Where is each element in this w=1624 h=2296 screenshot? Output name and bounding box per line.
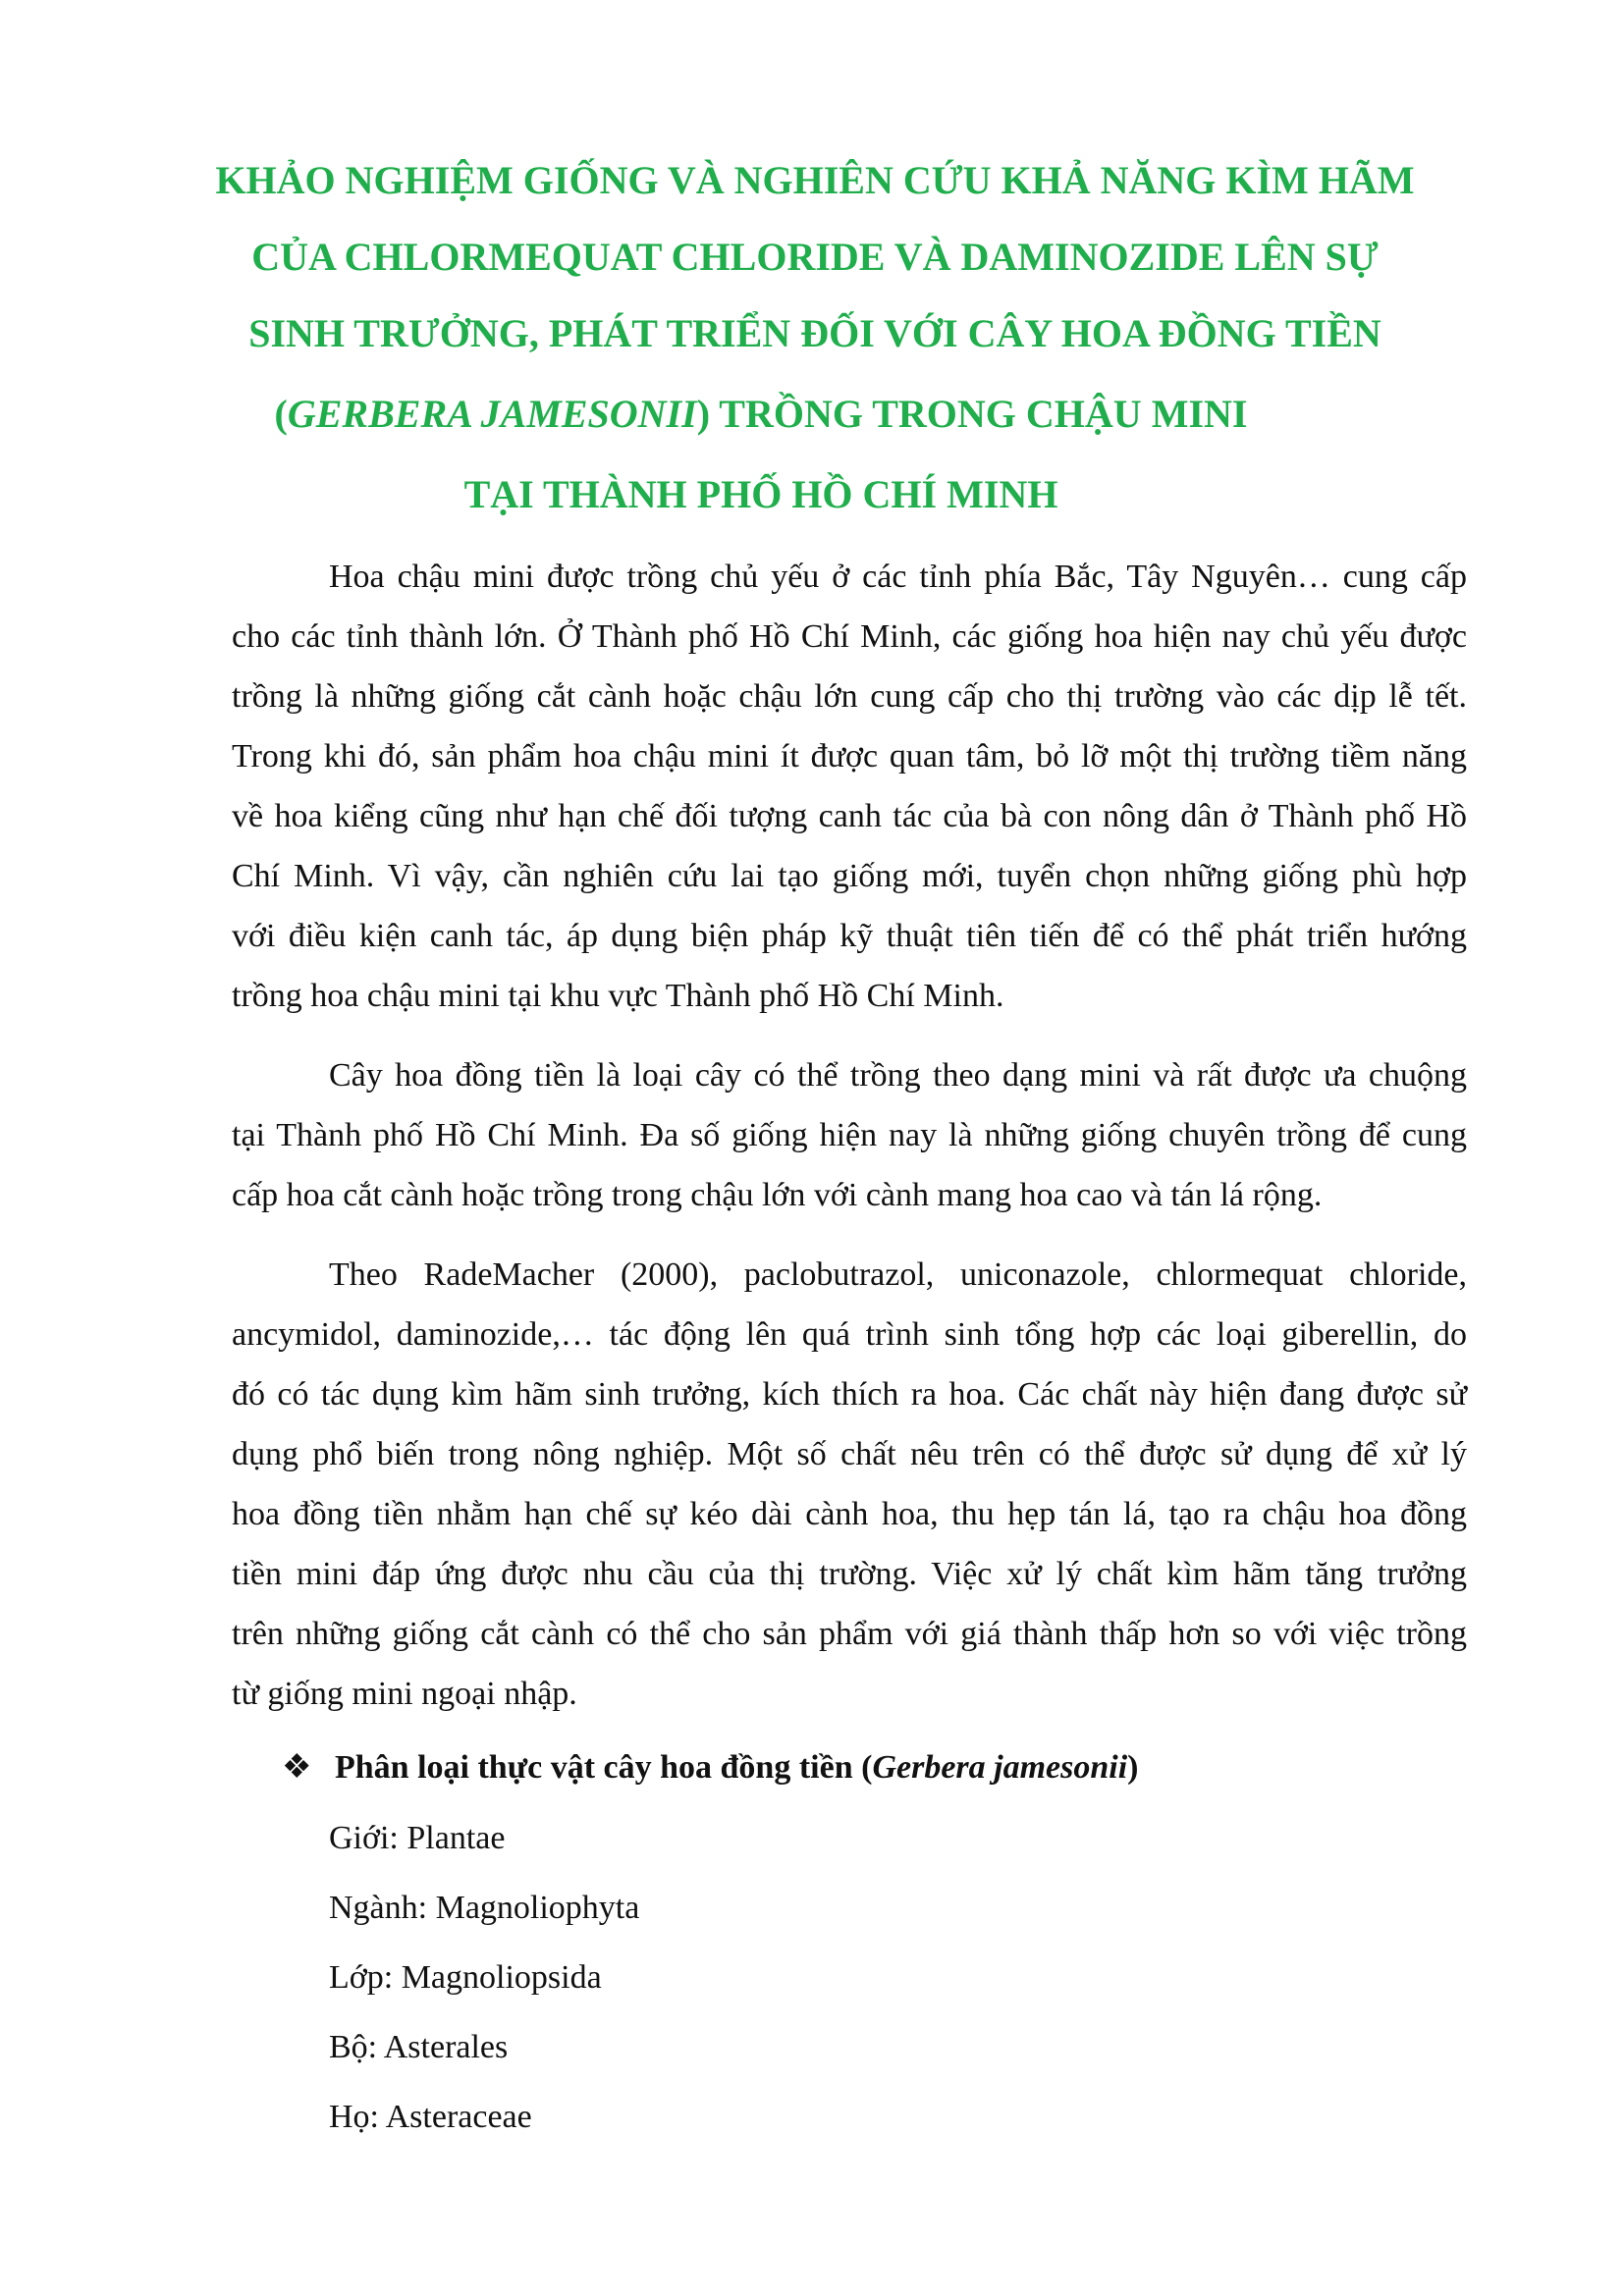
title-line-2: CỦA CHLORMEQUAT CHLORIDE VÀ DAMINOZIDE LÊN SỰ xyxy=(251,235,1379,279)
title-line-4-open: ( xyxy=(274,392,288,436)
paragraph-line: về hoa kiểng cũng như hạn chế đối tượng canh tác của bà con nông dân ở Thành phố Hồ xyxy=(232,798,1467,834)
paragraph-line: với điều kiện canh tác, áp dụng biện pháp kỹ thuật tiên tiến để có thể phát triển hướng xyxy=(232,918,1467,954)
classification-heading-species: Gerbera jamesonii xyxy=(872,1749,1128,1786)
classification-heading-suffix: ) xyxy=(1127,1749,1139,1786)
taxon-kingdom: Giới: Plantae xyxy=(329,1820,506,1856)
paragraph-line: cấp hoa cắt cành hoặc trồng trong chậu lớn với cành mang hoa cao và tán lá rộng. xyxy=(232,1177,1323,1213)
paragraph-line: Theo RadeMacher (2000), paclobutrazol, uniconazole, chlormequat chloride, xyxy=(329,1256,1467,1293)
paragraph-line: ancymidol, daminozide,… tác động lên quá trình sinh tổng hợp các loại giberellin, do xyxy=(232,1316,1467,1353)
paragraph-line: trên những giống cắt cành có thể cho sản phẩm với giá thành thấp hơn so với việc trồng xyxy=(232,1616,1467,1652)
title-line-1: KHẢO NGHIỆM GIỐNG VÀ NGHIÊN CỨU KHẢ NĂNG KÌM HÃM xyxy=(215,158,1415,202)
diamond-bullet-icon: ❖ xyxy=(282,1749,312,1786)
paragraph-line: Trong khi đó, sản phẩm hoa chậu mini ít được quan tâm, bỏ lỡ một thị trường tiềm năng xyxy=(232,738,1467,774)
title-line-4 xyxy=(137,391,1384,438)
taxon-order: Bộ: Asterales xyxy=(329,2029,509,2065)
paragraph-line: tiền mini đáp ứng được nhu cầu của thị trường. Việc xử lý chất kìm hãm tăng trưởng xyxy=(232,1556,1467,1592)
classification-heading-prefix: Phân loại thực vật cây hoa đồng tiền ( xyxy=(335,1749,873,1786)
taxon-class: Lớp: Magnoliopsida xyxy=(329,1959,602,1996)
paragraph-line: hoa đồng tiền nhằm hạn chế sự kéo dài cành hoa, thu hẹp tán lá, tạo ra chậu hoa đồng xyxy=(232,1496,1467,1532)
paragraph-line: từ giống mini ngoại nhập. xyxy=(232,1676,577,1712)
paragraph-line: trồng là những giống cắt cành hoặc chậu lớn cung cấp cho thị trường vào các dịp lễ tết. xyxy=(232,678,1467,715)
paragraph-line: dụng phổ biến trong nông nghiệp. Một số chất nêu trên có thể được sử dụng để xử lý xyxy=(232,1436,1467,1472)
title-line-5: TẠI THÀNH PHỐ HỒ CHÍ MINH xyxy=(463,472,1058,516)
paragraph-line: Cây hoa đồng tiền là loại cây có thể trồng theo dạng mini và rất được ưa chuộng xyxy=(329,1057,1467,1094)
paragraph-line: đó có tác dụng kìm hãm sinh trưởng, kích thích ra hoa. Các chất này hiện đang được sử xyxy=(232,1376,1467,1413)
paragraph-line: tại Thành phố Hồ Chí Minh. Đa số giống hiện nay là những giống chuyên trồng để cung xyxy=(232,1117,1467,1153)
taxon-family: Họ: Asteraceae xyxy=(329,2099,532,2135)
paragraph-line: Chí Minh. Vì vậy, cần nghiên cứu lai tạo giống mới, tuyển chọn những giống phù hợp xyxy=(232,858,1467,894)
paragraph-line: Hoa chậu mini được trồng chủ yếu ở các tỉnh phía Bắc, Tây Nguyên… cung cấp xyxy=(329,559,1467,595)
paragraph-line: trồng hoa chậu mini tại khu vực Thành phố Hồ Chí Minh. xyxy=(232,978,1004,1014)
classification-heading xyxy=(282,1747,1138,1789)
paragraph-line: cho các tỉnh thành lớn. Ở Thành phố Hồ Chí Minh, các giống hoa hiện nay chủ yếu được xyxy=(232,618,1467,655)
taxon-division: Ngành: Magnoliophyta xyxy=(329,1890,640,1926)
title-line-3: SINH TRƯỞNG, PHÁT TRIỂN ĐỐI VỚI CÂY HOA ĐỒNG TIỀN xyxy=(248,311,1381,355)
title-line-4-rest: ) TRỒNG TRONG CHẬU MINI xyxy=(696,392,1248,436)
title-species-name: GERBERA JAMESONII xyxy=(287,392,697,436)
